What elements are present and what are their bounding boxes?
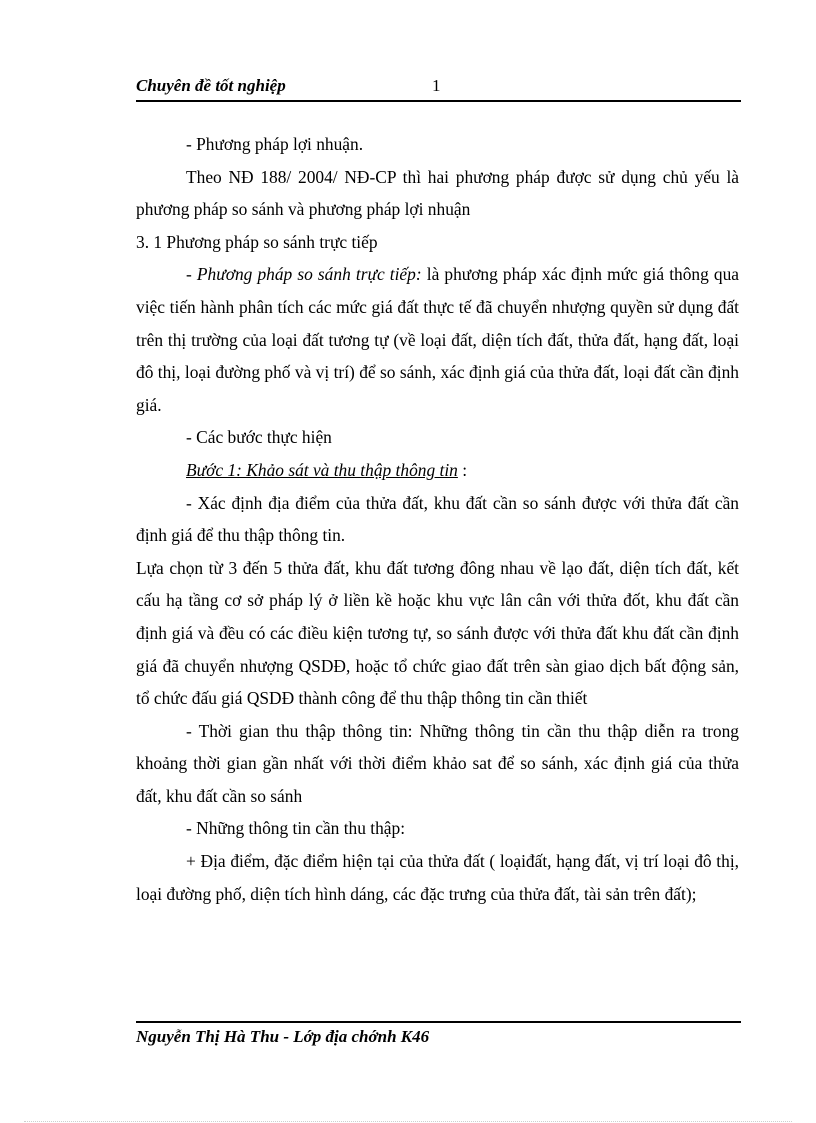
header-title: Chuyên đề tốt nghiệp <box>136 76 286 95</box>
page-header <box>136 76 741 102</box>
definition-paragraph <box>136 258 739 421</box>
step-colon: : <box>457 459 468 480</box>
document-body <box>136 128 739 910</box>
paragraph: Lựa chọn từ 3 đến 5 thửa đất, khu đất tương đông nhau về lạo đất, diện tích đất, kết cấu hạ tầng cơ sở pháp lý ở liền kề hoặc khu vực lân cân với thửa đốt, khu đất cần định giá và đều có các điều kiện tương tự, so sánh được với thửa đất khu đất cần định giá đã chuyển nhượng QSDĐ, hoặc tổ chức giao đất trên sàn giao dịch bất động sản, tổ chức đấu giá QSDĐ thành công để thu thập thông tin cần thiết <box>136 557 739 709</box>
footer-author: Nguyễn Thị Hà Thu - Lớp địa chớnh K46 <box>136 1027 430 1046</box>
paragraph: - Những thông tin cần thu thập: <box>186 818 406 839</box>
page-edge-divider <box>24 1121 792 1122</box>
defined-term: - Phương pháp so sánh trực tiếp: <box>186 264 422 285</box>
definition-text: là phương pháp xác định mức giá thông qua việc tiến hành phân tích các mức giá đất thực tế đã chuyển nhượng quyền sử dụng đất trên thị trường của loại đất tương tự (về loại đất, diện tích đất, thửa đất, hạng đất, loại đô thị, loại đường phố và vị trí) để so sánh, xác định giá của thửa đất, loại đất cần định giá. <box>136 264 740 415</box>
paragraph: Theo NĐ 188/ 2004/ NĐ-CP thì hai phương pháp được sử dụng chủ yếu là phương pháp so sánh và phương pháp lợi nhuận <box>136 166 739 220</box>
step-title: Bước 1: Khảo sát và thu thập thông tin <box>186 459 458 480</box>
paragraph: + Địa điểm, đặc điểm hiện tại của thửa đất ( loạiđất, hạng đất, vị trí loại đô thị, loại đường phố, diện tích hình dáng, các đặc trưng của thửa đất, tài sản trên đất); <box>136 851 739 904</box>
page-number: 1 <box>432 76 441 95</box>
paragraph: - Thời gian thu thập thông tin: Những thông tin cần thu thập diễn ra trong khoảng thời gian gần nhất với thời điểm khảo sat để so sánh, xác định giá của thửa đất, khu đất cần so sánh <box>136 720 739 806</box>
step-heading <box>136 454 739 487</box>
section-heading: 3. 1 Phương pháp so sánh trực tiếp <box>136 231 378 252</box>
paragraph: - Phương pháp lợi nhuận. <box>186 134 364 154</box>
paragraph: - Xác định địa điểm của thửa đất, khu đất cần so sánh được với thửa đất cần định giá để thu thập thông tin. <box>136 492 739 546</box>
paragraph: - Các bước thực hiện <box>186 427 332 448</box>
page-footer <box>136 1021 741 1047</box>
